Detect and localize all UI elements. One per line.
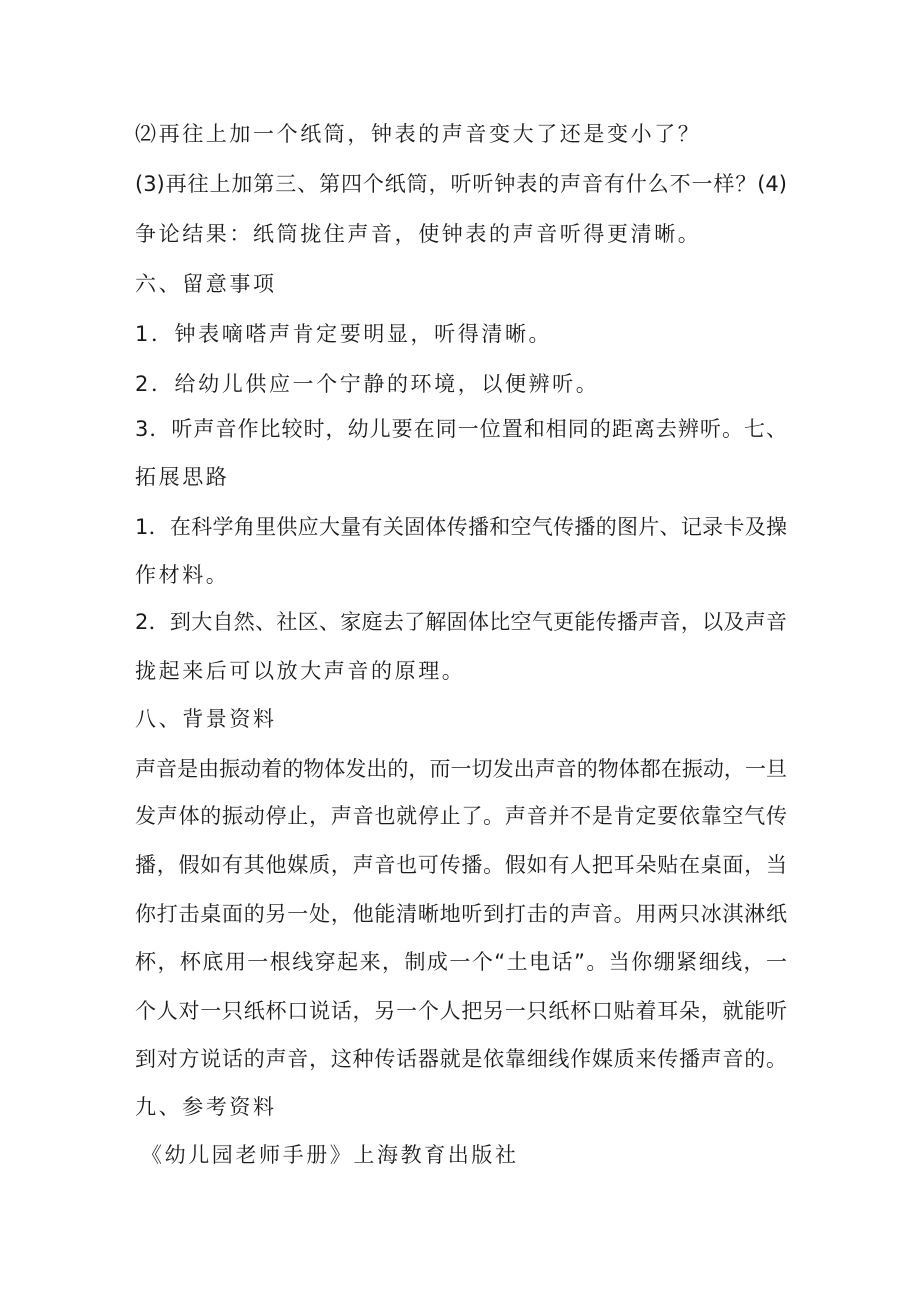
text-line: 争论结果：纸筒拢住声音，使钟表的声音听得更清晰。 bbox=[135, 222, 702, 246]
list-item: 1．在科学角里供应大量有关固体传播和空气传播的图片、记录卡及操 bbox=[135, 515, 787, 539]
paragraph-line: 发声体的振动停止，声音也就停止了。声音并不是肯定要依靠空气传 bbox=[135, 804, 787, 828]
text-line: (3)再往上加第三、第四个纸筒，听听钟表的声音有什么不一样？(4) bbox=[135, 172, 787, 196]
text-line: 拢起来后可以放大声音的原理。 bbox=[135, 659, 466, 683]
paragraph-line: 播，假如有其他媒质，声音也可传播。假如有人把耳朵贴在桌面，当 bbox=[135, 853, 787, 877]
text-line: 作材料。 bbox=[135, 563, 230, 587]
paragraph-line: 声音是由振动着的物体发出的，而一切发出声音的物体都在振动，一旦 bbox=[135, 757, 787, 781]
reference-entry: 《幼儿园老师手册》上海教育出版社 bbox=[141, 1143, 519, 1167]
list-item: 3．听声音作比较时，幼儿要在同一位置和相同的距离去辨听。七、 bbox=[135, 417, 787, 441]
text-line: ⑵再往上加一个纸筒，钟表的声音变大了还是变小了？ bbox=[135, 122, 702, 146]
paragraph-line: 个人对一只纸杯口说话，另一个人把另一只纸杯口贴着耳朵，就能听 bbox=[135, 999, 787, 1023]
section-heading: 六、留意事项 bbox=[135, 272, 277, 296]
paragraph-line: 到对方说话的声音，这种传话器就是依靠细线作媒质来传播声音的。 bbox=[135, 1047, 787, 1071]
list-item: 1．钟表嘀嗒声肯定要明显，听得清晰。 bbox=[135, 322, 553, 346]
paragraph-line: 杯，杯底用一根线穿起来，制成一个“土电话”。当你绷紧细线，一 bbox=[135, 950, 787, 974]
list-item: 2．给幼儿供应一个宁静的环境，以便辨听。 bbox=[135, 372, 600, 396]
section-heading: 八、背景资料 bbox=[135, 707, 277, 731]
section-heading: 拓展思路 bbox=[135, 465, 230, 489]
section-heading: 九、参考资料 bbox=[135, 1095, 277, 1119]
paragraph-line: 你打击桌面的另一处，他能清晰地听到打击的声音。用两只冰淇淋纸 bbox=[135, 902, 787, 926]
list-item: 2．到大自然、社区、家庭去了解固体比空气更能传播声音，以及声音 bbox=[135, 610, 787, 634]
